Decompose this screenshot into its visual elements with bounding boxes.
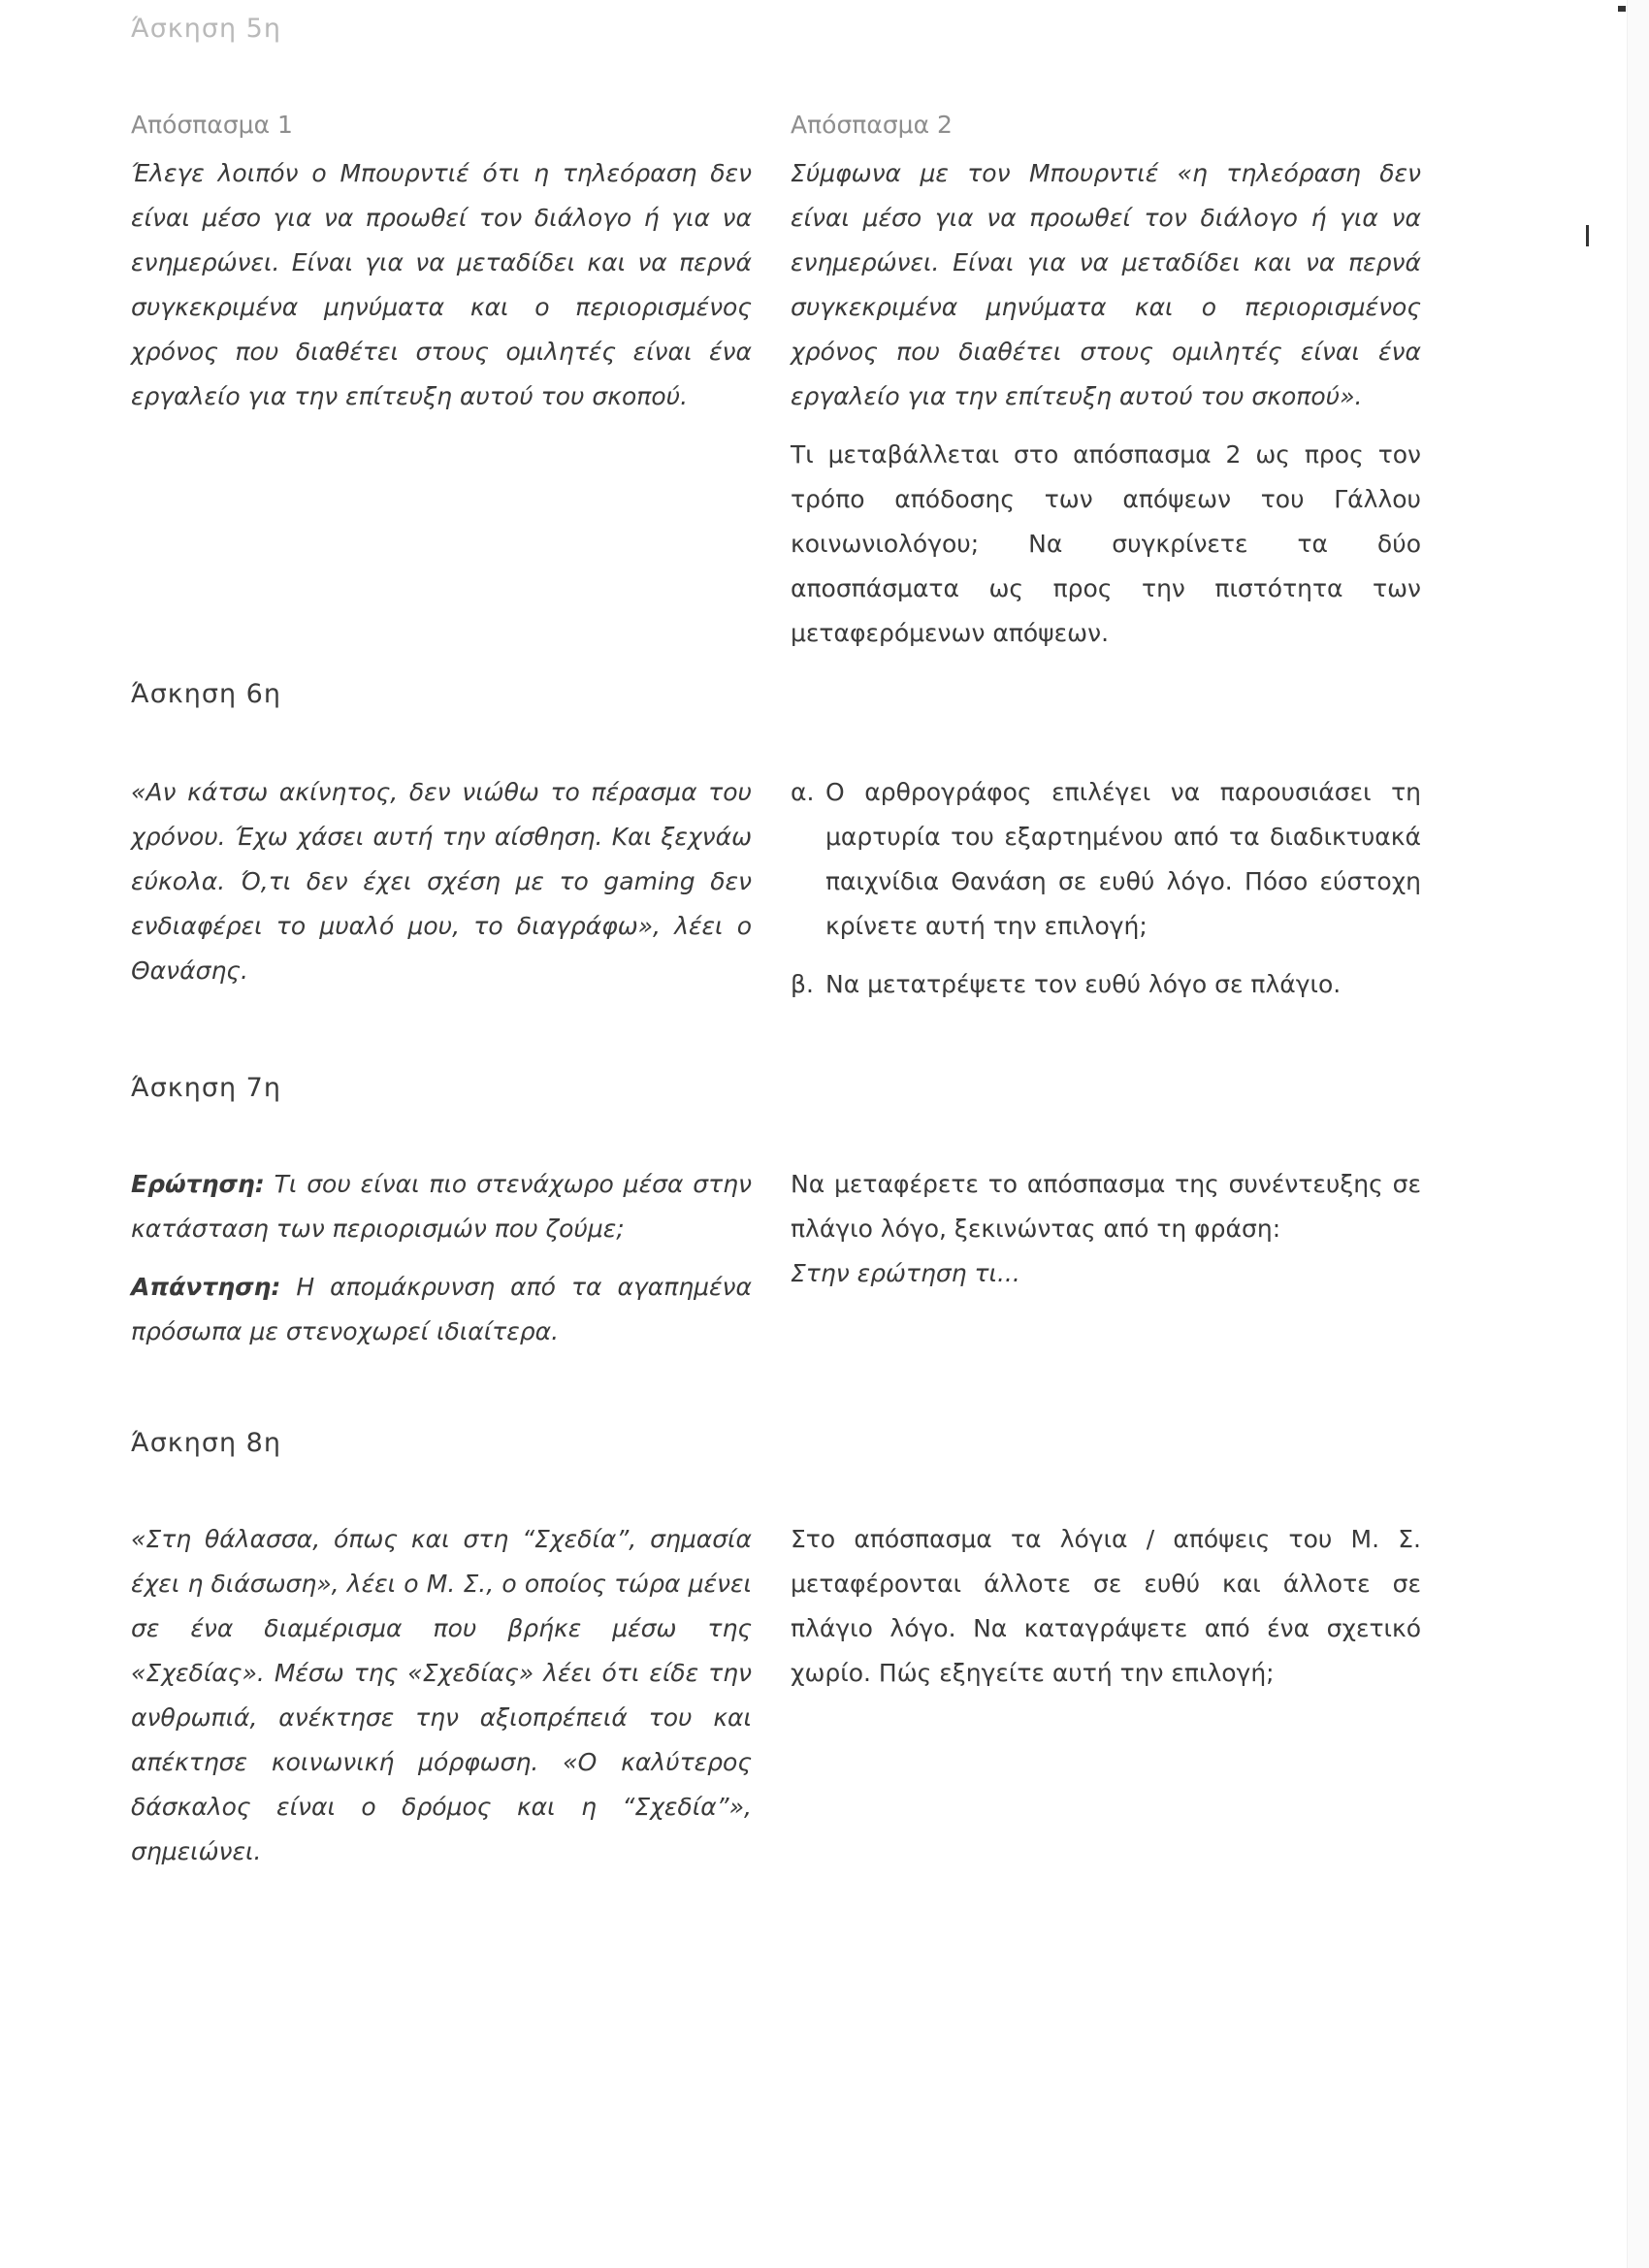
- exercise-8-quote-text: «Στη θάλασσα, όπως και στη “Σχεδία”, σημασία έχει η διάσωση», λέει ο Μ. Σ., ο οποίος τώρα μένει σε ένα διαμέρισμα που βρήκε μέσω της «Σχεδίας». Μέσω της «Σχεδίας» λέει ότι είδε την ανθρωπιά, ανέκτησε την αξιοπρέπειά του και απέκτησε κοινωνική μόρφωση. «Ο καλύτερος δάσκαλος είναι ο δρόμος και η “Σχεδία”», σημειώνει.: [131, 1525, 752, 1865]
- item-marker: α.: [791, 778, 815, 806]
- exercise-7-starter: Στην ερώτηση τι...: [791, 1259, 1020, 1287]
- exercise-8-task: [791, 1517, 1421, 1696]
- interview-question: [131, 1162, 752, 1251]
- exercise-6-heading: Άσκηση 6η: [131, 679, 281, 709]
- excerpt-1-label: Απόσπασμα 1: [131, 111, 293, 139]
- exercise-7-heading: Άσκηση 7η: [131, 1073, 281, 1103]
- exercise-6-tasks: [791, 770, 1421, 1007]
- question-text: Τι σου είναι πιο στενάχωρο μέσα στην κατάσταση των περιορισμών που ζούμε;: [131, 1170, 752, 1243]
- exercise-6-task-list: [791, 770, 1421, 1007]
- list-item: [791, 770, 1421, 949]
- interview-answer: [131, 1265, 752, 1354]
- exercise-5-heading: Άσκηση 5η: [131, 14, 281, 44]
- exercise-5-excerpt-2: [791, 103, 1421, 656]
- exercise-5-excerpt-1: [131, 103, 752, 419]
- question-label: Ερώτηση:: [131, 1170, 265, 1198]
- item-text: Να μετατρέψετε τον ευθύ λόγο σε πλάγιο.: [825, 970, 1342, 998]
- exercise-7-interview: [131, 1162, 752, 1354]
- list-item: [791, 962, 1421, 1007]
- exercise-8-task-text: Στο απόσπασμα τα λόγια / απόψεις του Μ. Σ. μεταφέρονται άλλοτε σε ευθύ και άλλοτε σε πλάγιο λόγο. Να καταγράψετε από ένα σχετικό χωρίο. Πώς εξηγείτε αυτή την επιλογή;: [791, 1525, 1421, 1687]
- scan-edge: [1627, 0, 1649, 2268]
- excerpt-2-text: Σύμφωνα με τον Μπουρντιέ «η τηλεόραση δεν είναι μέσο για να προωθεί τον διάλογο ή για να ενημερώνει. Είναι για να μεταδίδει και να περνά συγκεκριμένα μηνύματα και ο περιορισμένος χρόνος που διαθέτει στους ομιλητές είναι ένα εργαλείο για την επίτευξη αυτού του σκοπού».: [791, 159, 1421, 410]
- scan-mark: [1618, 6, 1626, 12]
- item-marker: β.: [791, 970, 814, 998]
- exercise-8-quote: [131, 1517, 752, 1874]
- exercise-8-heading: Άσκηση 8η: [131, 1428, 281, 1458]
- scan-mark: [1586, 225, 1589, 246]
- answer-label: Απάντηση:: [131, 1273, 281, 1301]
- item-text: Ο αρθρογράφος επιλέγει να παρουσιάσει τη μαρτυρία του εξαρτημένου από τα διαδικτυακά παιχνίδια Θανάση σε ευθύ λόγο. Πόσο εύστοχη κρίνετε αυτή την επιλογή;: [825, 778, 1421, 940]
- exercise-6-quote: [131, 770, 752, 993]
- answer-text: Η απομάκρυνση από τα αγαπημένα πρόσωπα με στενοχωρεί ιδιαίτερα.: [131, 1273, 753, 1345]
- exercise-5-question: Τι μεταβάλλεται στο απόσπασμα 2 ως προς τον τρόπο απόδοσης των απόψεων του Γάλλου κοινωνιολόγου; Να συγκρίνετε τα δύο αποσπάσματα ως προς την πιστότητα των μεταφερόμενων απόψεων.: [791, 440, 1421, 647]
- exercise-7-instruction: Να μεταφέρετε το απόσπασμα της συνέντευξης σε πλάγιο λόγο, ξεκινώντας από τη φράση:: [791, 1170, 1421, 1243]
- exercise-7-task: [791, 1162, 1421, 1296]
- exercise-6-quote-text: «Αν κάτσω ακίνητος, δεν νιώθω το πέρασμα του χρόνου. Έχω χάσει αυτή την αίσθηση. Και ξεχνάω εύκολα. Ό,τι δεν έχει σχέση με το gaming δεν ενδιαφέρει το μυαλό μου, το διαγράφω», λέει ο Θανάσης.: [131, 778, 752, 985]
- excerpt-2-label: Απόσπασμα 2: [791, 111, 953, 139]
- excerpt-1-text: Έλεγε λοιπόν ο Μπουρντιέ ότι η τηλεόραση δεν είναι μέσο για να προωθεί τον διάλογο ή για να ενημερώνει. Είναι για να μεταδίδει και να περνά συγκεκριμένα μηνύματα και ο περιορισμένος χρόνος που διαθέτει στους ομιλητές είναι ένα εργαλείο για την επίτευξη αυτού του σκοπού.: [131, 159, 752, 410]
